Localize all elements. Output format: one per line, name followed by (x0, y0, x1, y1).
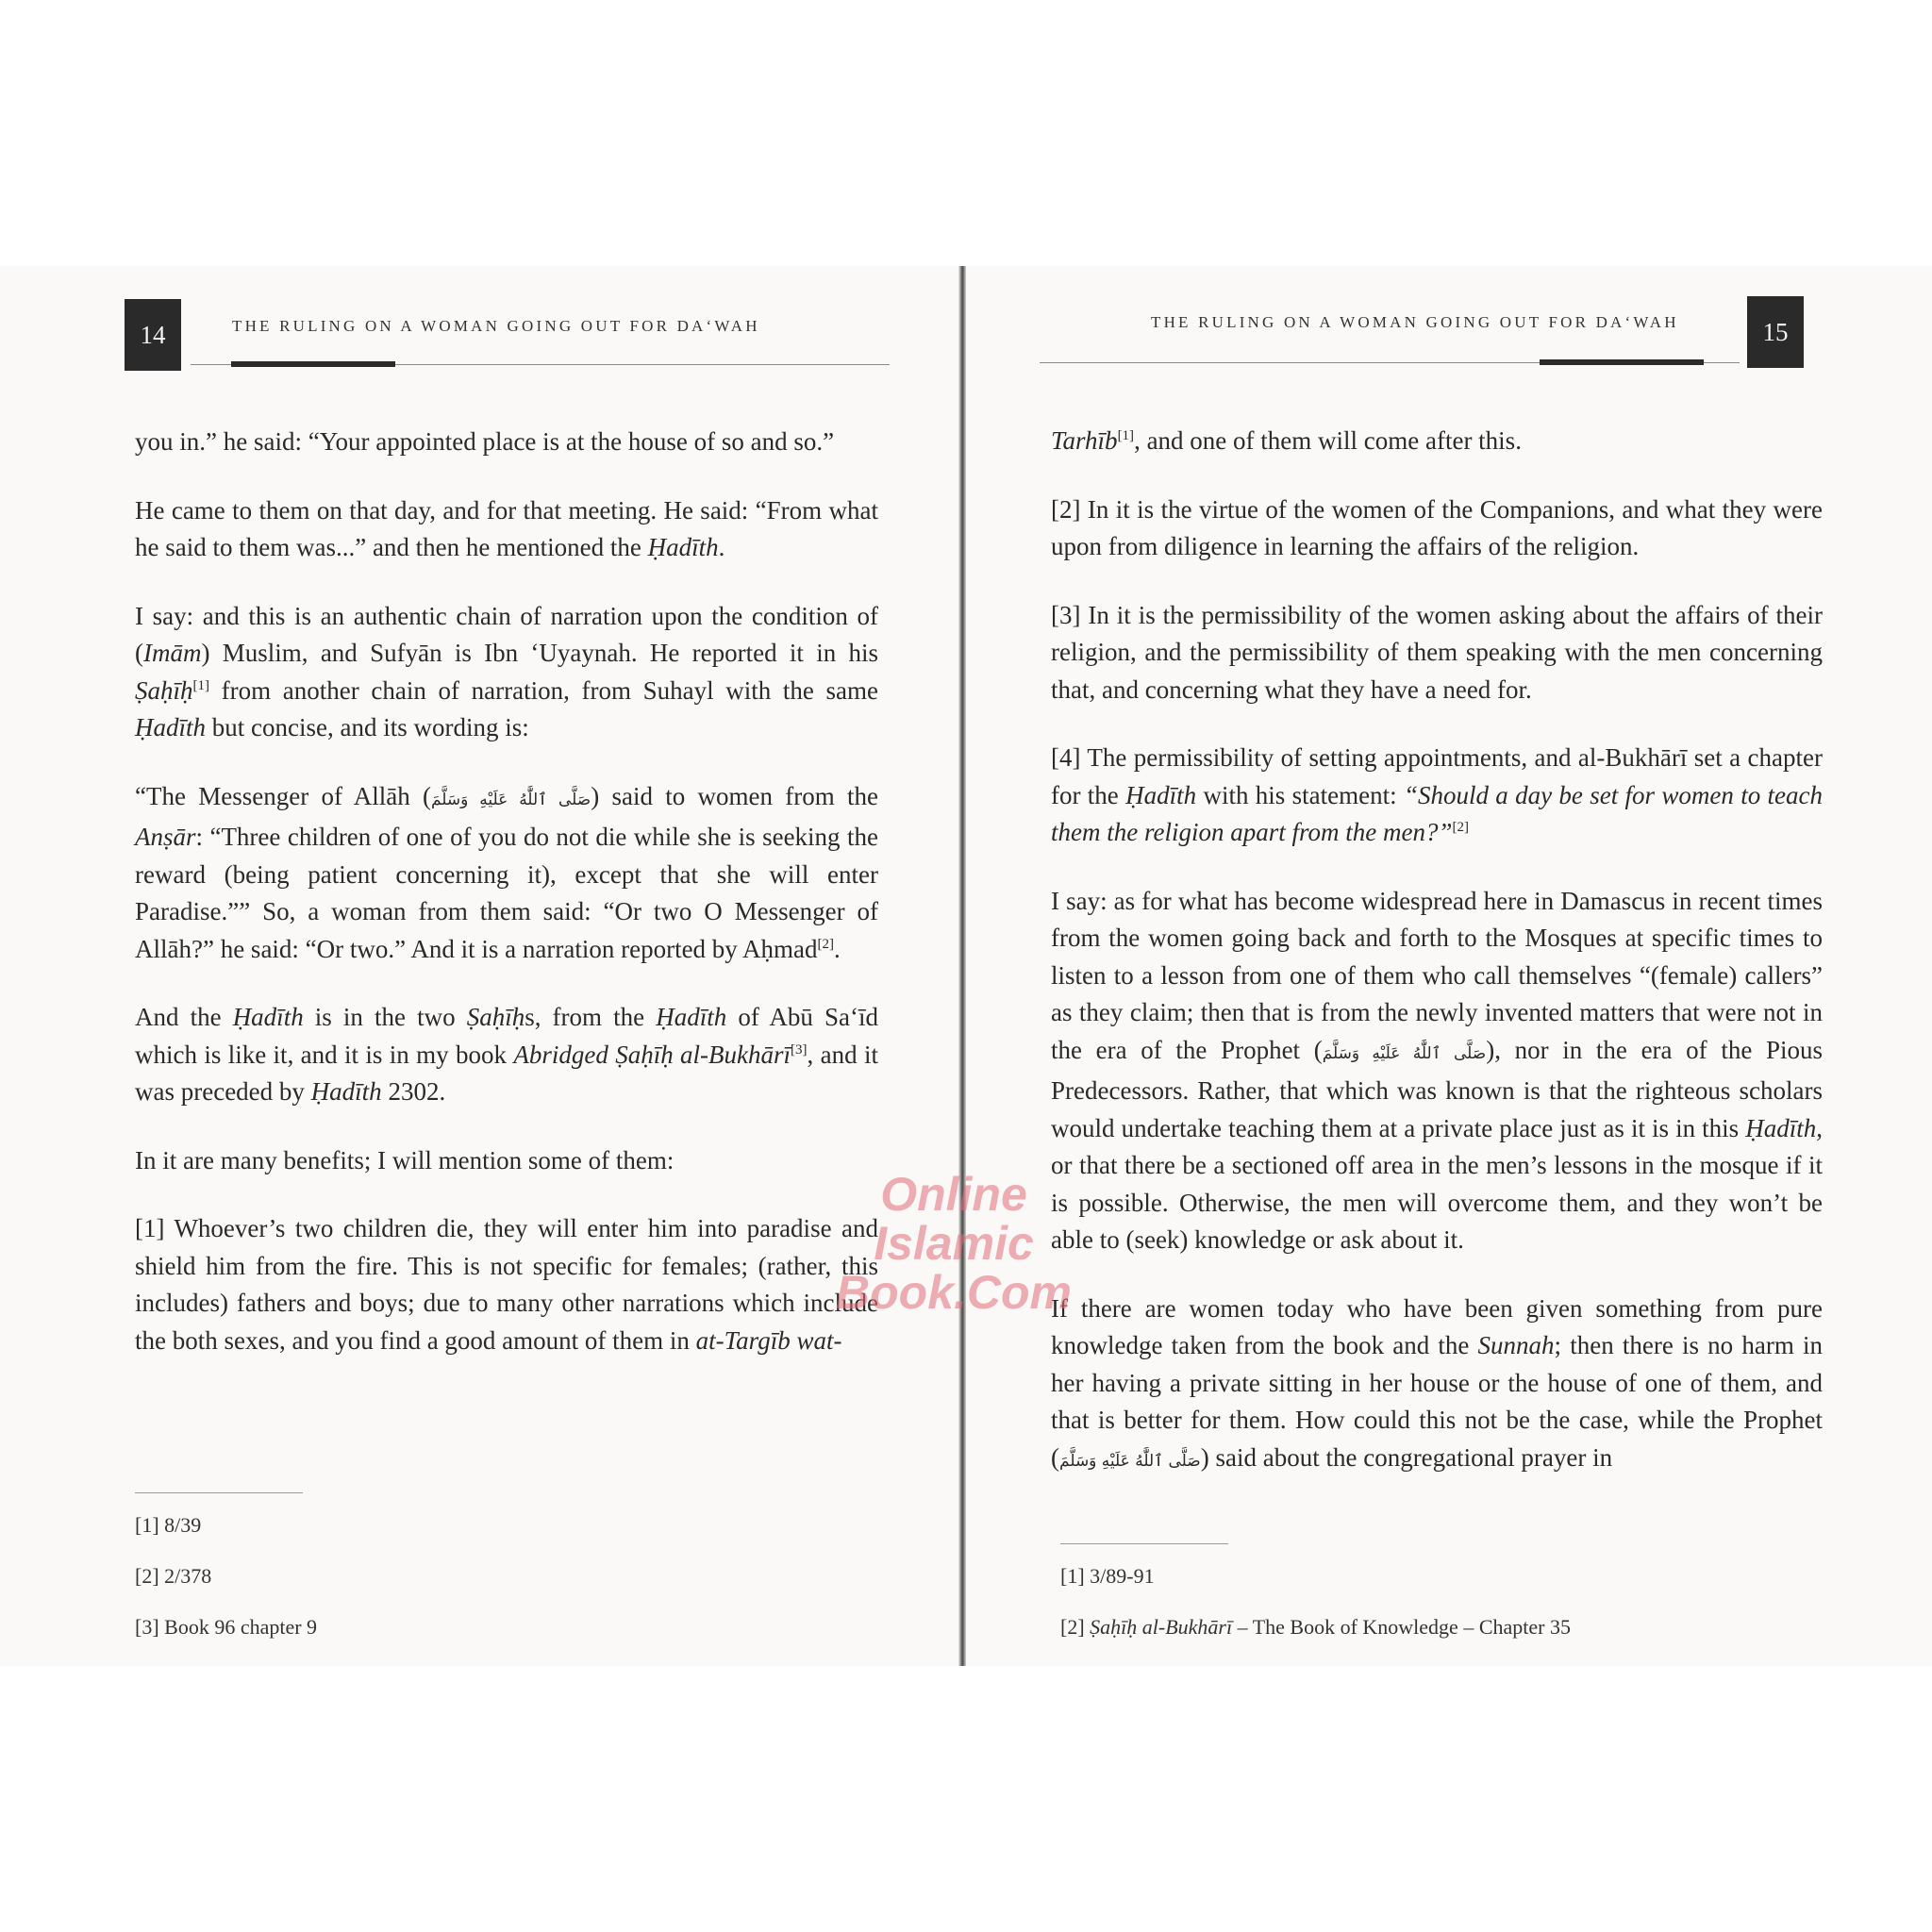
footnote: [1] 3/89-91 (1060, 1564, 1155, 1588)
saw-symbol: صَلَّى ٱللَّٰهُ عَلَيْهِ وَسَلَّمَ (1322, 1043, 1487, 1063)
header-rule-accent (231, 361, 395, 367)
right-page (966, 266, 1932, 1666)
footnote-ref: [2] (1452, 820, 1469, 835)
left-page (0, 266, 958, 1666)
paragraph: In it are many benefits; I will mention some of them: (135, 1145, 675, 1174)
paragraph: [4] The permissibility of setting appointments, and al-Bukhārī set a chapter for the Ḥadīth with his statement: “Should a day be set for women to teach them the religion apart from the men?”[2] (1051, 743, 1824, 846)
footnote-ref: [2] (817, 936, 835, 952)
book-gutter (958, 266, 966, 1666)
footnotes (135, 1513, 317, 1666)
page-number: 14 (125, 299, 181, 371)
footnote-ref: [1] (192, 677, 210, 693)
paragraph: He came to them on that day, and for that meeting. He said: “From what he said to them was...” and then he mentioned the Ḥadīth. (135, 495, 878, 561)
footnote-ref: [1] (1117, 428, 1135, 443)
paragraph: [2] In it is the virtue of the women of the Companions, and what they were upon from diligence in learning the affairs of the religion. (1051, 494, 1823, 560)
footnote-rule (135, 1492, 303, 1493)
paragraph: [3] In it is the permissibility of the women asking about the affairs of their religion, and the permissibility of them speaking with the men concerning that, and concerning what they have a need for. (1051, 600, 1823, 704)
paragraph: “The Messenger of Allāh (صَلَّى ٱللَّٰهُ عَلَيْهِ وَسَلَّمَ) said to women from the Anṣār: “Three children of one of you do not die while she is seeking the reward (being patient concerning it), except that she will enter Paradise.”” So, a woman from them said: “Or two O Messenger of Allāh?” he said: “Or two.” And it is a narration reported by Aḥmad[2]. (135, 781, 878, 963)
footnotes (1060, 1564, 1571, 1666)
right-body-text (1051, 423, 1823, 1480)
paragraph: you in.” he said: “Your appointed place is at the house of so and so.” (135, 427, 835, 456)
running-head: THE RULING ON A WOMAN GOING OUT FOR DA‘WAH (232, 317, 760, 335)
header-rule-accent (1540, 359, 1704, 365)
saw-symbol: صَلَّى ٱللَّٰهُ عَلَيْهِ وَسَلَّمَ (1059, 1451, 1201, 1471)
paragraph: I say: and this is an authentic chain of narration upon the condition of (Imām) Muslim, and Sufyān is Ibn ‘Uyaynah. He reported it in his Ṣaḥīḥ[1] from another chain of narration, from Suhayl with the same Ḥadīth but concise, and its wording is: (135, 601, 878, 741)
paragraph: I say: as for what has become widespread here in Damascus in recent times from the women going back and forth to the Mosques at specific times to listen to a lesson from one of them who call themselves “(female) callers” as they claim; then that is from the newly invented matters that were not in the era of the Prophet (صَلَّى ٱللَّٰهُ عَلَيْهِ وَسَلَّمَ), nor in the era of the Pious Predecessors. Rather, that which was known is that the righteous scholars would undertake teaching them at a private place just as it is in this Ḥadīth, or that there be a sectioned off area in the men’s lessons in the mosque if it is possible. Otherwise, the men will overcome them, and they won’t be able to (seek) knowledge or ask about it. (1051, 886, 1824, 1254)
footnote: [2] Ṣaḥīḥ al-Bukhārī – The Book of Knowledge – Chapter 35 (1060, 1615, 1571, 1639)
saw-symbol: صَلَّى ٱللَّٰهُ عَلَيْهِ وَسَلَّمَ (430, 790, 591, 809)
running-head: THE RULING ON A WOMAN GOING OUT FOR DA‘WAH (1151, 313, 1679, 331)
footnote: [3] Book 96 chapter 9 (135, 1615, 318, 1639)
paragraph: [1] Whoever’s two children die, they will enter him into paradise and shield him from the fire. This is not specific for females; (rather, this includes) fathers and boys; due to many other narrations which include the both sexes, and you find a good amount of them in at-Targīb wat- (135, 1214, 878, 1355)
paragraph: Tarhīb[1], and one of them will come after this. (1051, 426, 1522, 455)
page-number: 15 (1747, 296, 1804, 368)
watermark: Online Islamic Book.Com (836, 1168, 1072, 1319)
footnote-ref: [3] (791, 1041, 808, 1058)
book-spread (0, 266, 1932, 1666)
footnote: [1] 8/39 (135, 1513, 202, 1537)
footnote-rule (1060, 1543, 1228, 1544)
paragraph: If there are women today who have been given something from pure knowledge taken from the book and the Sunnah; then there is no harm in her having a private sitting in her house or the house of one of them, and that is better for them. How could this not be the case, while the Prophet (صَلَّى ٱللَّٰهُ عَلَيْهِ وَسَلَّمَ) said about the congregational prayer in (1051, 1293, 1823, 1472)
left-body-text (135, 424, 878, 1359)
paragraph: And the Ḥadīth is in the two Ṣaḥīḥs, from the Ḥadīth of Abū Sa‘īd which is like it, and it is in my book Abridged Ṣaḥīḥ al-Bukhārī[3], and it was preceded by Ḥadīth 2302. (135, 1003, 879, 1106)
footnote: [2] 2/378 (135, 1564, 212, 1588)
